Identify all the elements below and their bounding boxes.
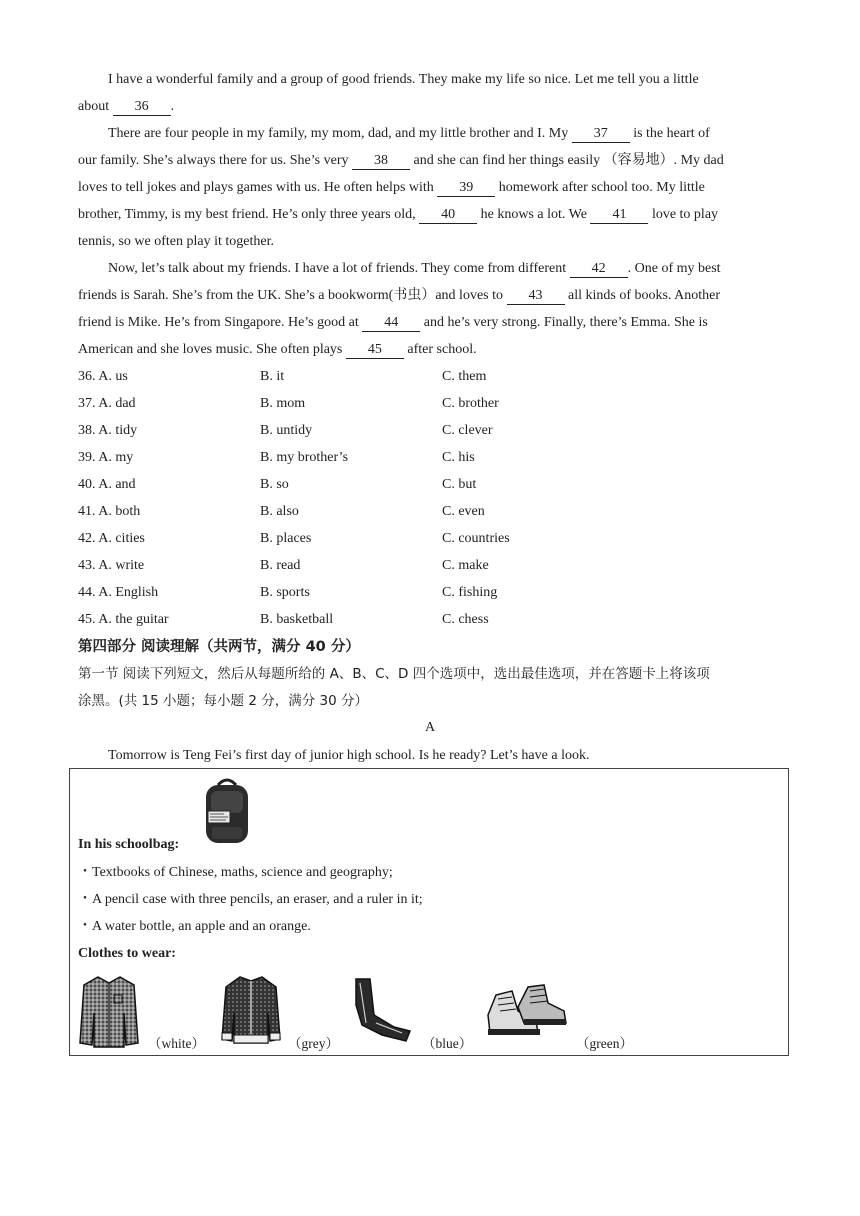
text: our family. She’s always there for us. She’s very: [78, 153, 349, 168]
option-a: 44. A. English: [78, 585, 159, 600]
text: homework after school too. My little: [498, 180, 705, 195]
text: he knows a lot. We: [480, 207, 587, 222]
sneakers-icon: [484, 981, 568, 1043]
option-b: B. mom: [260, 396, 306, 411]
passage-p2-line5: tennis, so we often play it together.: [78, 234, 274, 249]
option-a: 41. A. both: [78, 504, 141, 519]
option-b: B. sports: [260, 585, 310, 600]
option-c: C. even: [442, 504, 485, 519]
section-instruction-line1: 第一节 阅读下列短文，然后从每题所给的 A、B、C、D 四个选项中，选出最佳选项，并在答题卡上将该项: [78, 666, 710, 682]
text: friends is Sarah. She’s from the UK. She’s a bookworm(书虫）and loves to: [78, 288, 503, 303]
text: .: [170, 99, 175, 114]
text: brother, Timmy, is my best friend. He’s only three years old,: [78, 207, 416, 222]
text: American and she loves music. She often plays: [78, 342, 343, 357]
section-heading: 第四部分 阅读理解（共两节，满分 40 分）: [78, 639, 360, 655]
option-b: B. it: [260, 369, 285, 384]
option-c: C. his: [442, 450, 475, 465]
text: There are four people in my family, my mom, dad, and my little brother and I. My: [108, 126, 569, 141]
option-c: C. but: [442, 477, 477, 492]
option-b: B. also: [260, 504, 299, 519]
option-b: B. untidy: [260, 423, 313, 438]
option-b: B. my brother’s: [260, 450, 349, 465]
option-b: B. read: [260, 558, 301, 573]
passage-p2-line3: [78, 178, 790, 198]
blank-36: 36: [113, 99, 171, 116]
passage-letter: A: [424, 720, 436, 735]
text: and he’s very strong. Finally, there’s Emma. She is: [423, 315, 708, 330]
text: love to play: [651, 207, 719, 222]
option-c: C. brother: [442, 396, 499, 411]
option-a: 38. A. tidy: [78, 423, 138, 438]
clothes-caption-white: （white）: [148, 1036, 205, 1051]
blank-40: 40: [419, 207, 477, 224]
backpack-icon: [200, 777, 254, 847]
text: all kinds of books. Another: [568, 288, 721, 303]
blank-42: 42: [570, 261, 628, 278]
passage-p1-line2: [78, 97, 790, 117]
passage-p3-line3: [78, 313, 790, 333]
option-a: 39. A. my: [78, 450, 134, 465]
schoolbag-item: ・Textbooks of Chinese, maths, science and geography;: [78, 865, 393, 880]
option-b: B. places: [260, 531, 312, 546]
jacket-icon: [220, 973, 282, 1049]
option-c: C. countries: [442, 531, 510, 546]
option-a: 43. A. write: [78, 558, 145, 573]
option-c: C. clever: [442, 423, 493, 438]
blank-45: 45: [346, 342, 404, 359]
passage-p3-line2: [78, 286, 790, 306]
schoolbag-item: ・A pencil case with three pencils, an eraser, and a ruler in it;: [78, 892, 423, 907]
option-c: C. them: [442, 369, 487, 384]
text: friend is Mike. He’s from Singapore. He’s good at: [78, 315, 359, 330]
blank-44: 44: [362, 315, 420, 332]
clothes-caption-blue: （blue）: [422, 1036, 473, 1051]
clothes-title: Clothes to wear:: [78, 946, 176, 961]
passage-p2-line4: [78, 205, 790, 225]
reading-intro: Tomorrow is Teng Fei’s first day of junior high school. Is he ready? Let’s have a look.: [108, 748, 590, 763]
clothes-caption-green: （green）: [576, 1036, 633, 1051]
option-a: 40. A. and: [78, 477, 136, 492]
blank-38: 38: [352, 153, 410, 170]
trousers-icon: [352, 975, 414, 1045]
option-c: C. chess: [442, 612, 489, 627]
passage-p2-line1: [108, 124, 790, 144]
clothes-caption-grey: （grey）: [288, 1036, 339, 1051]
schoolbag-item: ・A water bottle, an apple and an orange.: [78, 919, 311, 934]
option-b: B. so: [260, 477, 289, 492]
option-a: 36. A. us: [78, 369, 128, 384]
option-c: C. fishing: [442, 585, 498, 600]
text: and she can find her things easily （容易地）. My dad: [413, 153, 724, 168]
blank-37: 37: [572, 126, 630, 143]
option-b: B. basketball: [260, 612, 334, 627]
info-box: [69, 768, 789, 1056]
blank-41: 41: [590, 207, 648, 224]
passage-p3-line4: [78, 340, 790, 360]
text: loves to tell jokes and plays games with us. He often helps with: [78, 180, 434, 195]
text: after school.: [407, 342, 477, 357]
option-a: 42. A. cities: [78, 531, 145, 546]
text: Now, let’s talk about my friends. I have a lot of friends. They come from different: [108, 261, 567, 276]
schoolbag-title: In his schoolbag:: [78, 837, 180, 852]
shirt-icon: [78, 973, 140, 1049]
passage-p3-line1: [108, 259, 790, 279]
option-a: 37. A. dad: [78, 396, 136, 411]
text: about: [78, 99, 110, 114]
text: is the heart of: [633, 126, 710, 141]
text: . One of my best: [627, 261, 721, 276]
blank-39: 39: [437, 180, 495, 197]
section-instruction-line2: 涂黑。(共 15 小题；每小题 2 分，满分 30 分）: [78, 693, 368, 709]
passage-p1-line1: I have a wonderful family and a group of good friends. They make my life so nice. Let me tell you a little: [108, 72, 699, 87]
passage-p2-line2: [78, 151, 790, 171]
blank-43: 43: [507, 288, 565, 305]
option-a: 45. A. the guitar: [78, 612, 169, 627]
option-c: C. make: [442, 558, 489, 573]
